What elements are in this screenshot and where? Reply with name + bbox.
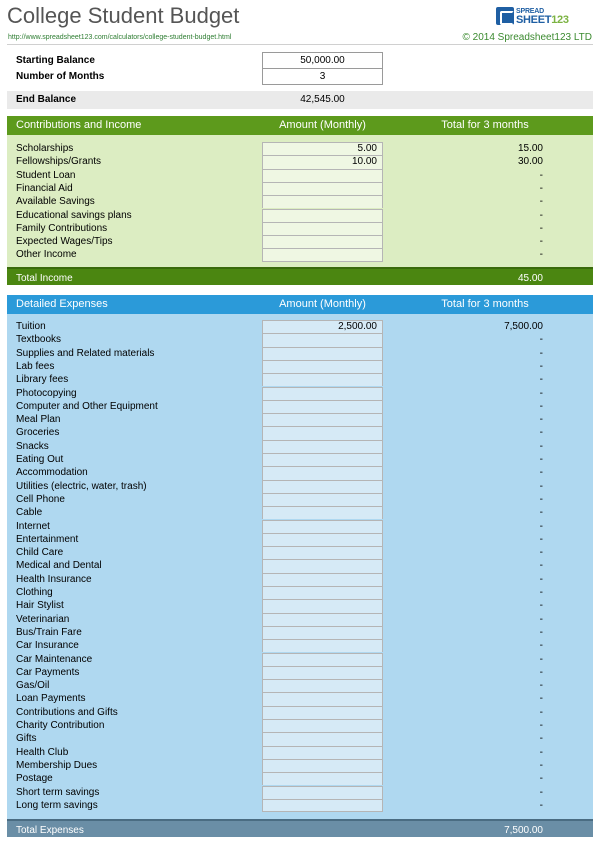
income-row-total: - [539,249,543,261]
expenses-row-label: Hair Stylist [16,600,64,612]
expenses-row-label: Library fees [16,374,69,386]
end-balance-value: 42,545.00 [300,94,345,105]
expenses-row [7,613,593,626]
expenses-row [7,639,593,652]
expenses-row-total: - [539,427,543,439]
expenses-row-amount-input[interactable] [262,387,383,400]
income-row-label: Available Savings [16,196,95,208]
expenses-row-amount-input[interactable] [262,706,383,719]
expenses-row-amount-input[interactable] [262,786,383,799]
expenses-row-total: - [539,786,543,798]
income-row-label: Scholarships [16,143,74,154]
expenses-row [7,586,593,599]
expenses-row-label: Medical and Dental [16,560,102,572]
income-row-total: - [539,196,543,208]
income-row [7,195,593,208]
expenses-row [7,333,593,346]
expenses-row-label: Contributions and Gifts [16,706,118,718]
income-total-value: 45.00 [517,273,543,284]
end-balance-row [7,91,593,109]
income-total-row [7,267,593,285]
expenses-row-total: - [539,613,543,625]
expenses-row-label: Bus/Train Fare [16,626,82,638]
expenses-row-total: 7,500.00 [504,321,543,332]
expenses-row-label: Tuition [16,321,46,332]
expenses-row-label: Cable [16,507,43,519]
expenses-section [7,295,593,840]
expenses-row-label: Short term savings [16,786,100,798]
header-divider [7,44,593,45]
expenses-row-total: - [539,720,543,731]
expenses-total-label: Total Expenses [16,825,84,836]
income-table [7,135,593,267]
expenses-row-total: - [539,746,543,758]
expenses-row-label: Supplies and Related materials [16,347,155,359]
income-row [7,142,593,155]
expenses-row-total: - [539,626,543,638]
expenses-row-label: Textbooks [16,334,62,346]
income-row-amount-input[interactable] [262,209,383,222]
expenses-row-label: Health Club [16,746,69,758]
expenses-row-total: - [539,493,543,505]
expenses-row [7,679,593,692]
income-row-amount-input[interactable] [262,222,383,235]
expenses-row-amount-input[interactable] [262,453,383,466]
expenses-row [7,799,593,812]
expenses-row-label: Veterinarian [16,613,70,625]
expenses-row-label: Accommodation [16,467,88,479]
expenses-row [7,480,593,493]
expenses-row-amount-input[interactable] [262,586,383,599]
expenses-row-label: Car Insurance [16,640,79,652]
expenses-row [7,400,593,413]
expenses-row-amount-input[interactable] [262,746,383,759]
logo-small-text: SPREAD [516,8,544,15]
expenses-row-total: - [539,467,543,479]
expenses-row-label: Photocopying [16,387,77,399]
logo-text [516,8,569,24]
expenses-row-label: Eating Out [16,454,64,465]
logo-big-text-1: SHEET [516,14,552,26]
expenses-row-label: Lab fees [16,360,55,372]
expenses-row-label: Meal Plan [16,414,61,426]
expenses-row-label: Car Maintenance [16,653,93,665]
expenses-row-amount-input[interactable] [262,440,383,453]
expenses-row-total: - [539,666,543,678]
income-row-label: Family Contributions [16,222,108,234]
expenses-total-value: 7,500.00 [504,825,543,836]
expenses-row-total: - [539,799,543,811]
expenses-row-amount-input[interactable] [262,533,383,546]
expenses-row [7,493,593,506]
expenses-row-label: Long term savings [16,799,98,811]
expenses-row-amount-input[interactable] [262,373,383,386]
income-row-label: Financial Aid [16,182,73,194]
expenses-row-total: - [539,507,543,519]
expenses-row [7,653,593,666]
expenses-row-total: - [539,374,543,386]
expenses-row-total: - [539,680,543,692]
income-row-amount-input[interactable]: 10.00 [262,155,383,168]
income-row-label: Other Income [16,249,77,261]
income-row [7,235,593,248]
income-row-label: Educational savings plans [16,209,132,221]
income-header [7,116,593,135]
expenses-row-amount-input[interactable] [262,732,383,745]
income-row [7,222,593,235]
income-row-total: - [539,222,543,234]
income-row-amount-input[interactable] [262,195,383,208]
expenses-row [7,413,593,426]
expenses-row-total: - [539,533,543,545]
expenses-row-amount-input[interactable] [262,493,383,506]
income-total-label: Total Income [16,273,73,284]
expenses-row-label: Gifts [16,733,37,745]
income-header-total: Total for 3 months [441,119,529,131]
expenses-row [7,719,593,732]
expenses-header-amount: Amount (Monthly) [279,298,366,310]
income-header-category: Contributions and Income [16,119,142,131]
expenses-header-category: Detailed Expenses [16,298,108,310]
logo-big-text-2: 123 [551,14,569,26]
income-row [7,182,593,195]
income-row-amount-input[interactable] [262,235,383,248]
expenses-row-amount-input[interactable] [262,772,383,785]
expenses-row-amount-input[interactable] [262,413,383,426]
expenses-row [7,666,593,679]
expenses-row [7,732,593,745]
expenses-row-amount-input[interactable]: 2,500.00 [262,320,383,333]
expenses-row [7,746,593,759]
income-row-label: Expected Wages/Tips [16,236,113,248]
expenses-row-total: - [539,334,543,346]
expenses-row-total: - [539,387,543,399]
expenses-row-label: Car Payments [16,666,80,678]
expenses-row-label: Utilities (electric, water, trash) [16,480,147,492]
income-row-amount-input[interactable] [262,169,383,182]
income-row-label: Fellowships/Grants [16,156,102,168]
expenses-row-total: - [539,480,543,492]
expenses-row-total: - [539,600,543,612]
end-balance-label: End Balance [16,94,77,105]
expenses-row [7,387,593,400]
expenses-row-amount-input[interactable] [262,666,383,679]
expenses-row-amount-input[interactable] [262,546,383,559]
expenses-row [7,360,593,373]
expenses-row-total: - [539,440,543,452]
expenses-row-total: - [539,360,543,372]
expenses-row-total: - [539,573,543,585]
expenses-row [7,466,593,479]
expenses-row-label: Entertainment [16,533,79,545]
expenses-row [7,559,593,572]
expenses-row-amount-input[interactable] [262,506,383,519]
expenses-row-total: - [539,520,543,532]
months-input[interactable]: 3 [262,68,383,85]
expenses-row-amount-input[interactable] [262,333,383,346]
expenses-row [7,320,593,333]
income-row-total: - [539,236,543,248]
expenses-row-total: - [539,773,543,785]
expenses-row-amount-input[interactable] [262,759,383,772]
expenses-row-total: - [539,547,543,559]
expenses-row-amount-input[interactable] [262,520,383,533]
expenses-row-total: - [539,759,543,771]
expenses-row-label: Internet [16,520,50,532]
expenses-row-total: - [539,587,543,598]
expenses-row-amount-input[interactable] [262,400,383,413]
expenses-row-amount-input[interactable] [262,626,383,639]
income-row-total: 15.00 [517,143,543,154]
expenses-row-total: - [539,347,543,359]
expenses-row-label: Clothing [16,587,53,598]
expenses-row [7,440,593,453]
expenses-table [7,314,593,819]
expenses-row [7,520,593,533]
income-row [7,248,593,261]
expenses-row-label: Child Care [16,547,64,559]
expenses-row-label: Loan Payments [16,693,86,705]
logo-icon [496,7,514,25]
expenses-row-label: Membership Dues [16,759,98,771]
expenses-row-total: - [539,733,543,745]
expenses-row [7,759,593,772]
expenses-row-label: Gas/Oil [16,680,50,692]
income-row-amount-input[interactable] [262,182,383,195]
income-row-amount-input[interactable]: 5.00 [262,142,383,155]
expenses-row [7,573,593,586]
expenses-row-label: Health Insurance [16,573,92,585]
starting-balance-label: Starting Balance [16,55,95,66]
income-row-total: - [539,182,543,194]
expenses-row-label: Groceries [16,427,60,439]
expenses-row-amount-input[interactable] [262,466,383,479]
expenses-row-amount-input[interactable] [262,679,383,692]
expenses-row [7,506,593,519]
months-label: Number of Months [16,71,105,82]
expenses-row [7,626,593,639]
expenses-row-total: - [539,640,543,652]
expenses-row-amount-input[interactable] [262,639,383,652]
expenses-row-amount-input[interactable] [262,347,383,360]
expenses-row-amount-input[interactable] [262,480,383,493]
income-row [7,209,593,222]
source-url-link[interactable]: http://www.spreadsheet123.com/calculators/college-student-budget.html [8,34,232,41]
expenses-row [7,426,593,439]
expenses-row-total: - [539,653,543,665]
expenses-row [7,786,593,799]
expenses-row-total: - [539,560,543,572]
expenses-row [7,453,593,466]
expenses-row-total: - [539,706,543,718]
expenses-row-label: Postage [16,773,53,785]
expenses-row-amount-input[interactable] [262,692,383,705]
income-row-total: - [539,209,543,221]
income-row [7,155,593,168]
expenses-row-total: - [539,454,543,465]
page-title: College Student Budget [7,3,240,28]
expenses-row-amount-input[interactable] [262,426,383,439]
expenses-row-amount-input[interactable] [262,613,383,626]
copyright-text: © 2014 Spreadsheet123 LTD [462,32,592,43]
expenses-row-total: - [539,693,543,705]
expenses-row-amount-input[interactable] [262,360,383,373]
expenses-row-label: Computer and Other Equipment [16,400,158,412]
expenses-row-total: - [539,400,543,412]
income-header-amount: Amount (Monthly) [279,119,366,131]
spreadsheet123-logo[interactable] [496,6,569,26]
expenses-row [7,772,593,785]
expenses-row-total: - [539,414,543,426]
expenses-row-amount-input[interactable] [262,573,383,586]
income-row [7,169,593,182]
expenses-row-label: Cell Phone [16,493,65,505]
expenses-row [7,706,593,719]
income-row-total: 30.00 [517,156,543,168]
expenses-header [7,295,593,314]
expenses-header-total: Total for 3 months [441,298,529,310]
expenses-row-amount-input[interactable] [262,799,383,812]
expenses-row-amount-input[interactable] [262,599,383,612]
expenses-row-amount-input[interactable] [262,719,383,732]
logo-big-text [516,16,569,24]
expenses-row [7,373,593,386]
expenses-row-label: Charity Contribution [16,720,105,731]
income-row-total: - [539,169,543,181]
expenses-total-row [7,819,593,837]
income-section [7,116,593,286]
expenses-row-label: Snacks [16,440,49,452]
income-row-label: Student Loan [16,169,76,181]
expenses-row [7,692,593,705]
expenses-row [7,599,593,612]
expenses-row [7,533,593,546]
expenses-row-amount-input[interactable] [262,653,383,666]
expenses-row [7,347,593,360]
expenses-row-amount-input[interactable] [262,559,383,572]
income-row-amount-input[interactable] [262,248,383,261]
starting-balance-input[interactable]: 50,000.00 [262,52,383,69]
expenses-row [7,546,593,559]
